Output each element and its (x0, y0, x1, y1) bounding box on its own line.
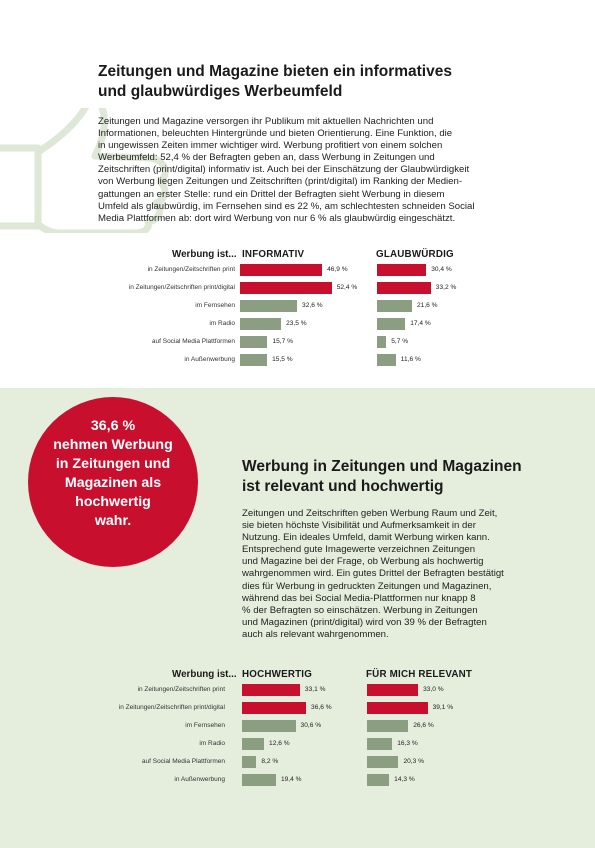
category-label: im Radio (209, 320, 235, 327)
bar (367, 702, 428, 714)
bar (242, 702, 306, 714)
category-label: auf Social Media Plattformen (151, 338, 235, 345)
value-label: 32,6 % (302, 302, 323, 309)
category-label: in Außenwerbung (184, 356, 235, 363)
callout-line: 36,6 % (90, 418, 136, 434)
value-label: 26,6 % (413, 722, 434, 729)
bar (240, 354, 267, 366)
body-line: Zeitungen und Magazine versorgen ihr Publikum mit aktuellen Nachrichten und (98, 116, 434, 127)
callout-line: Magazinen als (64, 475, 162, 491)
bar (240, 264, 322, 276)
category-label: im Fernsehen (185, 722, 225, 729)
chart1-col1-title: INFORMATIV (242, 249, 305, 260)
body-line: Entsprechend gute Imagewerte verzeichnen Zeitungen (242, 544, 476, 556)
body-line: von Werbung liegen Zeitungen und Zeitschriften (print/digital) im Ranking der Medien- (98, 176, 463, 188)
chart1-label: Werbung ist... (172, 249, 237, 260)
value-label: 46,9 % (327, 266, 348, 273)
category-label: im Radio (199, 740, 225, 747)
category-label: in Zeitungen/Zeitschriften print (137, 686, 225, 693)
bar (240, 318, 281, 330)
body-line: und Magazinen (print/digital) wird von 39 % der Befragten (242, 616, 487, 628)
body-line: Zeitungen und Zeitschriften geben Werbung Raum und Zeit, (242, 508, 498, 519)
value-label: 33,0 % (423, 686, 444, 693)
bar (367, 684, 418, 696)
bar (367, 720, 408, 732)
value-label: 15,5 % (272, 356, 293, 363)
value-label: 30,4 % (431, 266, 452, 273)
body-line: Werbeumfeld: 52,4 % der Befragten geben an, dass Werbung in Zeitungen und (98, 152, 435, 164)
category-label: in Zeitungen/Zeitschriften print/digital (128, 284, 235, 291)
section1-title-line: Zeitungen und Magazine bieten ein informatives (98, 63, 452, 80)
value-label: 17,4 % (410, 320, 431, 327)
callout-line: in Zeitungen und (55, 456, 171, 472)
section2-title-line: Werbung in Zeitungen und Magazinen (242, 458, 522, 475)
bar (242, 720, 296, 732)
section2-title (242, 457, 522, 497)
body-line: Nutzung. Ein ideales Umfeld, damit Werbung wirken kann. (242, 532, 490, 544)
bar (367, 756, 398, 768)
category-label: in Zeitungen/Zeitschriften print (147, 266, 235, 273)
value-label: 14,3 % (394, 776, 415, 783)
value-label: 30,6 % (300, 722, 322, 729)
value-label: 5,7 % (391, 338, 409, 345)
bar (240, 300, 297, 312)
bar (242, 756, 256, 768)
category-label: auf Social Media Plattformen (141, 758, 225, 765)
chart2-col2-title: FÜR MICH RELEVANT (366, 669, 473, 680)
bar (377, 264, 426, 276)
value-label: 16,3 % (397, 740, 418, 747)
value-label: 11,6 % (400, 356, 421, 363)
chart1-col2-title: GLAUBWÜRDIG (376, 249, 454, 260)
body-line: sie bieten höchste Visibilität und Aufmerksamkeit in der (242, 520, 476, 532)
callout-line: nehmen Werbung (53, 437, 173, 453)
body-line: % der Befragten so einschätzen. Werbung in Zeitungen (242, 604, 478, 616)
bar (242, 774, 276, 786)
bar (240, 336, 267, 348)
bar (242, 684, 300, 696)
body-line: Media Plattformen ab: dort wird Werbung von nur 6 % als glaubwürdig eingeschätzt. (98, 212, 456, 224)
bar (242, 738, 264, 750)
category-label: in Außenwerbung (174, 776, 225, 783)
body-line: Umfeld als glaubwürdig, im Fernsehen sind es 22 %, am schlechtesten schneiden Social (98, 200, 475, 212)
bar (377, 336, 386, 348)
bar (377, 282, 431, 294)
callout-circle (28, 397, 198, 567)
body-line: gattungen an erster Stelle: rund ein Drittel der Befragten sieht Werbung in diesem (98, 188, 445, 200)
body-line: Zeitschriften (print/digital) informativ ist. Auch bei der Einschätzung der Glaubwürdigkeit (98, 164, 470, 176)
value-label: 20,3 % (403, 758, 424, 765)
value-label: 23,5 % (286, 320, 307, 327)
value-label: 52,4 % (336, 284, 358, 291)
value-label: 36,6 % (311, 704, 332, 711)
section2-body (242, 508, 504, 641)
value-label: 39,1 % (432, 704, 454, 711)
value-label: 21,6 % (416, 302, 438, 309)
section1-title-line: und glaubwürdiges Werbeumfeld (98, 83, 343, 100)
body-line: in ungewissen Zeiten immer wichtiger wird. Werbung profitiert von einem solchen (98, 140, 443, 152)
value-label: 15,7 % (272, 338, 293, 345)
chart2-label: Werbung ist... (172, 669, 237, 680)
bar (367, 774, 389, 786)
bar (367, 738, 392, 750)
category-label: im Fernsehen (195, 302, 235, 309)
category-label: in Zeitungen/Zeitschriften print/digital (118, 704, 225, 711)
section1-body (98, 116, 475, 225)
callout-line: wahr. (94, 513, 132, 529)
value-label: 33,1 % (304, 686, 326, 693)
body-line: wahrgenommen wird. Ein gutes Drittel der Befragten bestätigt (242, 568, 504, 580)
chart2-col1-title: HOCHWERTIG (242, 669, 313, 680)
section2-title-line: ist relevant und hochwertig (242, 478, 444, 495)
bar (377, 354, 396, 366)
bar (377, 318, 405, 330)
callout-line: hochwertig (75, 494, 151, 510)
value-label: 33,2 % (435, 284, 457, 291)
body-line: während das bei Social Media-Plattformen nur knapp 8 (242, 592, 476, 604)
body-line: auch als relevant wahrgenommen. (242, 628, 389, 640)
bar (377, 300, 412, 312)
body-line: dies für Werbung in gedruckten Zeitungen und Magazinen, (242, 580, 492, 592)
value-label: 8,2 % (261, 758, 279, 765)
bar (240, 282, 332, 294)
section1-title (98, 62, 452, 102)
value-label: 19,4 % (280, 776, 302, 783)
value-label: 12,6 % (269, 740, 290, 747)
body-line: und Magazine bei der Frage, ob Werbung als hochwertig (242, 556, 484, 568)
body-line: Informationen, beleuchten Hintergründe und bieten Orientierung. Eine Funktion, die (98, 128, 453, 140)
